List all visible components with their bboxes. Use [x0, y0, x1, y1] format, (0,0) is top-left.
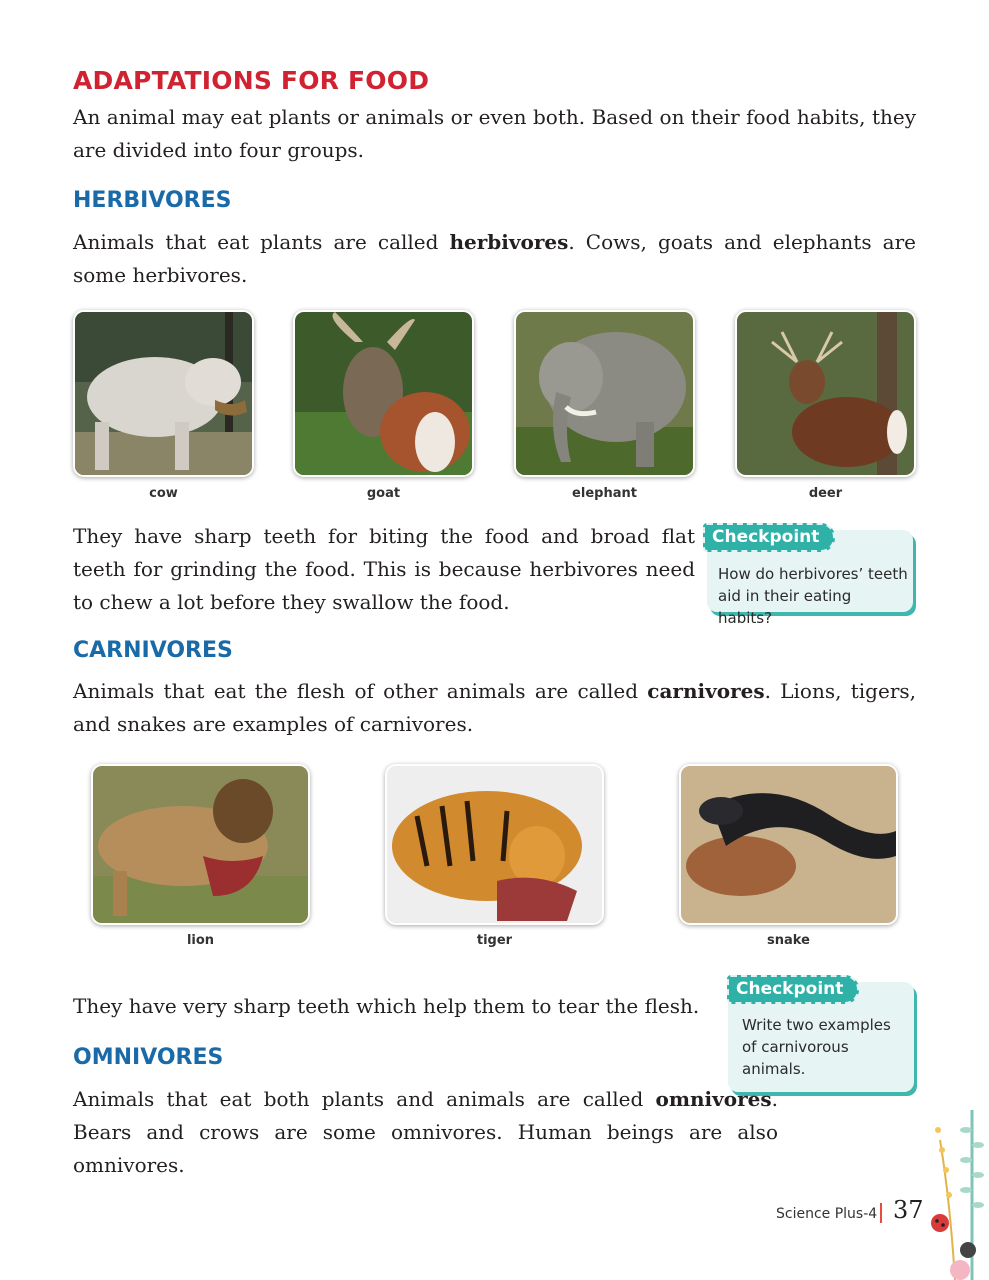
deer-photo [737, 312, 914, 475]
cow-caption: cow [149, 486, 178, 501]
herbivores-heading: HERBIVORES [73, 188, 232, 213]
footer-book-title: Science Plus-4 [776, 1206, 878, 1222]
herbivores-teeth-paragraph: They have sharp teeth for biting the food and broad flat teeth for grinding the food. This is because herbivores need to chew a lot before they swallow the food. [73, 524, 695, 614]
footer-divider [880, 1203, 882, 1223]
carnivores-teeth-paragraph: They have very sharp teeth which help them to tear the flesh. [73, 994, 700, 1018]
herbivores-checkpoint-question: How do herbivores’ teeth aid in their eating habits? [718, 565, 908, 627]
carnivores-heading: CARNIVORES [73, 638, 233, 663]
herbivores-paragraph: Animals that eat plants are called herbivores. Cows, goats and elephants are some herbivores. [73, 230, 916, 287]
page-heading: ADAPTATIONS FOR FOOD [73, 66, 430, 95]
herbivores-checkpoint-label: Checkpoint [703, 523, 835, 552]
deer-caption: deer [808, 486, 843, 501]
carnivores-checkpoint-label: Checkpoint [727, 975, 859, 1004]
intro-paragraph: An animal may eat plants or animals or even both. Based on their food habits, they are divided into four groups. [73, 105, 916, 162]
floral-decoration-icon [920, 1100, 989, 1280]
lion-photo [93, 766, 308, 923]
snake-caption: snake [767, 933, 810, 948]
lion-caption: lion [186, 933, 215, 948]
cow-photo [75, 312, 252, 475]
elephant-photo [516, 312, 693, 475]
omnivores-heading: OMNIVORES [73, 1045, 224, 1070]
snake-photo [681, 766, 896, 923]
tiger-photo [387, 766, 602, 923]
omnivores-paragraph: Animals that eat both plants and animals are called omnivores. Bears and crows are some omnivores. Human beings are also omnivores. [73, 1087, 778, 1177]
page-number: 37 [893, 1196, 924, 1224]
goat-photo [295, 312, 472, 475]
elephant-caption: elephant [572, 486, 637, 501]
goat-caption: goat [366, 486, 401, 501]
tiger-caption: tiger [476, 933, 513, 948]
carnivores-checkpoint-question: Write two examples of carnivorous animals. [742, 1016, 891, 1078]
carnivores-paragraph: Animals that eat the flesh of other animals are called carnivores. Lions, tigers, and snakes are examples of carnivores. [73, 679, 916, 736]
